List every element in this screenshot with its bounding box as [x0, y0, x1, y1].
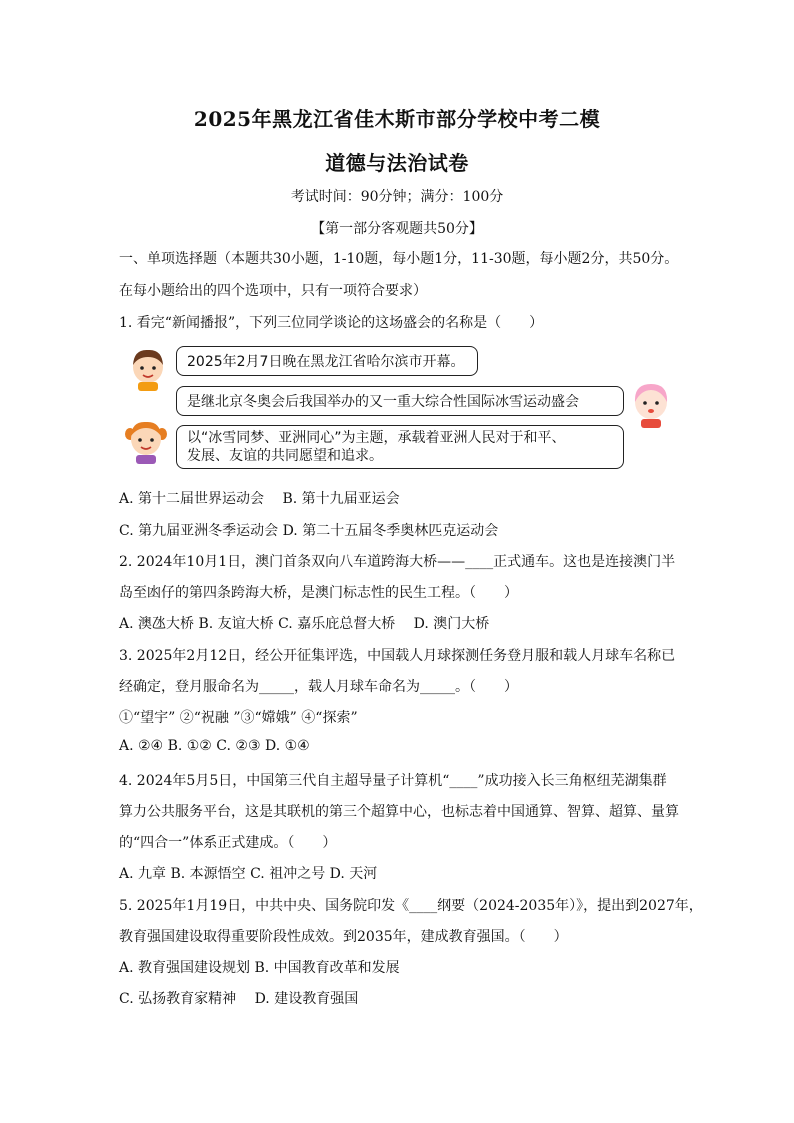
question-5-options-2: C. 弘扬教育家精神 D. 建设教育强国	[119, 991, 359, 1007]
question-2-stem-1: 2. 2024年10月1日，澳门首条双向八车道跨海大桥——____正式通车。这也是连接澳门半	[119, 554, 676, 570]
exam-subject-title: 道德与法治试卷	[325, 151, 469, 175]
question-3-stem-1: 3. 2025年2月12日，经公开征集评选，中国载人月球探测任务登月服和载人月球车名称已	[119, 648, 676, 664]
question-2-options: A. 澳氹大桥 B. 友谊大桥 C. 嘉乐庇总督大桥 D. 澳门大桥	[119, 616, 490, 632]
girl-avatar-pink-icon	[630, 380, 672, 428]
question-4-stem-2: 算力公共服务平台，这是其联机的第三个超算中心，也标志着中国通算、智算、超算、量算	[119, 804, 679, 820]
speech-bubble-3-line1: 以“冰雪同梦、亚洲同心”为主题，承载着亚洲人民对于和平、	[187, 430, 566, 446]
question-5-stem-2: 教育强国建设取得重要阶段性成效。到2035年，建成教育强国。（ ）	[119, 929, 568, 945]
exam-title: 2025年黑龙江省佳木斯市部分学校中考二模	[193, 107, 601, 131]
question-3-stem-3: ①“望宇” ②“祝融 ”③“嫦娥” ④“探索”	[119, 710, 358, 726]
section-heading: 一、单项选择题（本题共30小题，1-10题，每小题1分，11-30题，每小题2分，共50分。	[119, 251, 679, 267]
speech-bubble-2: 是继北京冬奥会后我国举办的又一重大综合性国际冰雪运动盛会	[176, 386, 624, 416]
speech-bubble-3	[176, 425, 624, 469]
question-3-options: A. ②④ B. ①② C. ②③ D. ①④	[119, 738, 310, 754]
question-4-stem-1: 4. 2024年5月5日，中国第三代自主超导量子计算机“____”成功接入长三角枢纽芜湖集群	[119, 773, 667, 789]
question-1-stem: 1. 看完“新闻播报”，下列三位同学谈论的这场盛会的名称是（ ）	[119, 315, 544, 331]
question-4-stem-3: 的“四合一”体系正式建成。（ ）	[119, 835, 337, 851]
speech-bubble-3-line2: 发展、友谊的共同愿望和追求。	[187, 448, 383, 464]
question-5-options-1: A. 教育强国建设规划 B. 中国教育改革和发展	[119, 960, 400, 976]
question-2-stem-2: 岛至凼仔的第四条跨海大桥，是澳门标志性的民生工程。（ ）	[119, 585, 518, 601]
boy-avatar-icon	[128, 345, 168, 391]
girl-avatar-pigtails-icon	[124, 416, 168, 464]
speech-bubble-1: 2025年2月7日晚在黑龙江省哈尔滨市开幕。	[176, 346, 478, 376]
question-1-options-2: C. 第九届亚洲冬季运动会 D. 第二十五届冬季奥林匹克运动会	[119, 523, 499, 539]
section-heading-cont: 在每小题给出的四个选项中，只有一项符合要求）	[119, 283, 427, 299]
question-1-options-1: A. 第十二届世界运动会 B. 第十九届亚运会	[119, 491, 400, 507]
question-5-stem-1: 5. 2025年1月19日，中共中央、国务院印发《____纲要（2024-2035年）》，提出到2027年，	[119, 898, 703, 914]
question-4-options: A. 九章 B. 本源悟空 C. 祖冲之号 D. 天河	[119, 866, 378, 882]
exam-info: 考试时间：90分钟；满分：100分	[290, 189, 504, 205]
question-3-stem-2: 经确定，登月服命名为_____，载人月球车命名为_____。（ ）	[119, 679, 518, 695]
part-label: 【第一部分客观题共50分】	[311, 221, 483, 237]
